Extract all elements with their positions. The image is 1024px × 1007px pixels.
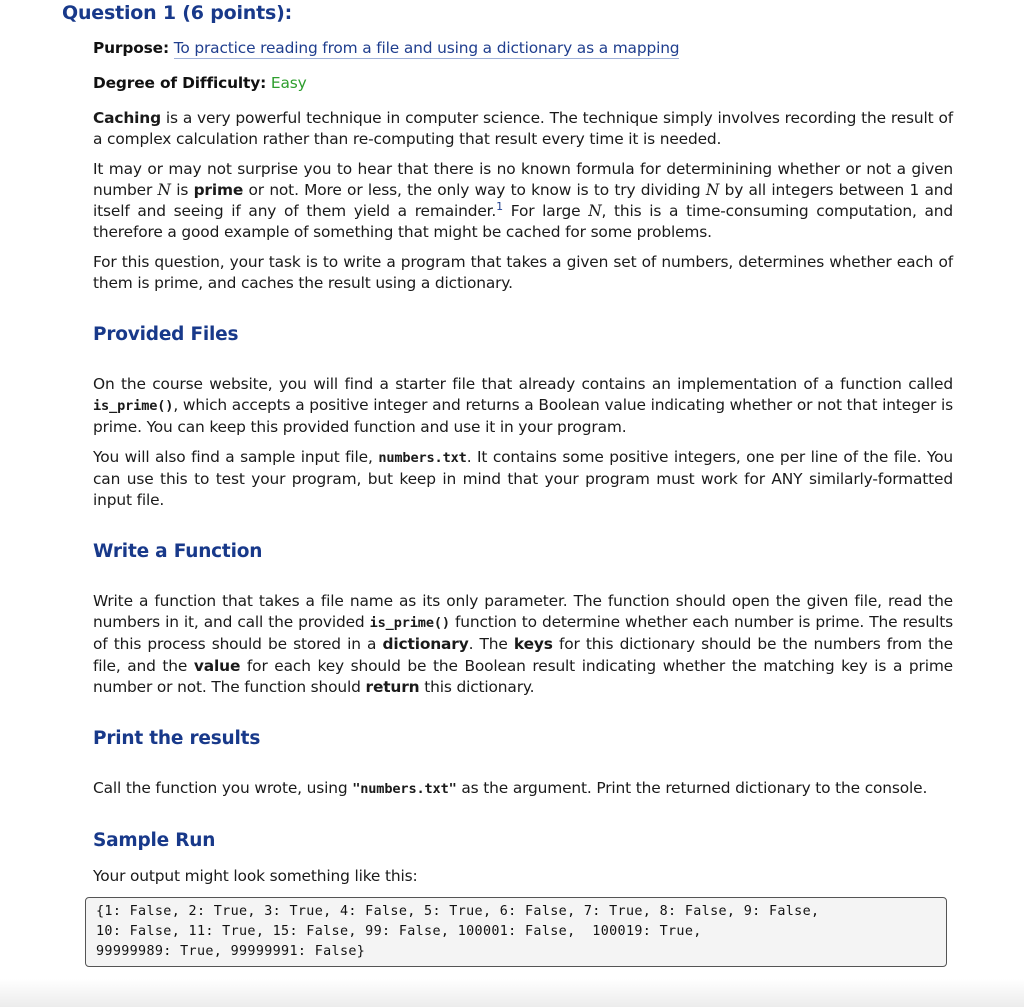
prime-text-3: or not. More or less, the only way to know is to try dividing <box>243 180 706 199</box>
print-text-1: Call the function you wrote, using <box>93 778 353 797</box>
math-n: N <box>588 202 602 221</box>
intro-paragraph-task: For this question, your task is to write a program that takes a given set of numbers, determines whether each of them is prime, and caches the result using a dictionary. <box>93 252 953 293</box>
section-heading-print-results: Print the results <box>93 728 261 750</box>
input-file-text-2: . It contains some positive integers, one per line of the file. You can use this to test your program, but keep in mind that your program must work for ANY similarly-formatted input file. <box>93 447 954 510</box>
starter-text-1: On the course website, you will find a starter file that already contains an implementation of a function called <box>93 374 953 393</box>
value-term: value <box>193 656 241 675</box>
intro-paragraph-caching <box>93 108 953 151</box>
write-text-2: function to determine whether each number is prime. The results of this process should be stored in a <box>93 613 954 654</box>
intro-paragraph-prime <box>93 159 953 244</box>
sample-run-intro: Your output might look something like this: <box>93 867 418 886</box>
question-content <box>93 38 953 967</box>
math-n: N <box>705 180 720 199</box>
prime-text-6: , this is a time-consuming computation, and therefore a good example of something that might be cached for some problems. <box>93 202 953 242</box>
purpose-label: Purpose: <box>93 39 169 57</box>
return-term: return <box>365 677 420 696</box>
code-numbers-arg: "numbers.txt" <box>352 780 457 797</box>
math-n: N <box>157 180 171 199</box>
dictionary-term: dictionary <box>382 635 469 654</box>
write-text-3: . The <box>468 635 514 654</box>
code-numbers-txt: numbers.txt <box>378 449 467 466</box>
write-text-1: Write a function that takes a file name as its only parameter. The function should open the given file, read the numbers in it, and call the provided <box>93 591 953 632</box>
purpose-value: To practice reading from a file and using a dictionary as a mapping <box>173 39 680 57</box>
section-heading-write-function: Write a Function <box>93 541 263 563</box>
footnote-link[interactable]: 1 <box>496 200 504 214</box>
section-heading-provided-files: Provided Files <box>93 324 239 346</box>
section-heading-sample-run: Sample Run <box>93 829 216 851</box>
caching-term: Caching <box>93 109 161 127</box>
code-is-prime: is_prime() <box>93 397 174 414</box>
purpose-line <box>93 38 953 61</box>
prime-text-2: is <box>170 180 194 199</box>
question-title: Question 1 (6 points): <box>62 2 292 24</box>
difficulty-line <box>93 73 953 96</box>
page-bottom-fade <box>0 979 1024 1007</box>
input-file-text-1: You will also find a sample input file, <box>93 447 379 466</box>
caching-description: is a very powerful technique in computer science. The technique simply involves recording the result of a complex calculation rather than re-computing that result every time it is needed. <box>93 109 953 149</box>
write-text-6: this dictionary. <box>419 677 535 696</box>
prime-text-5: For large <box>503 202 589 221</box>
prime-text-4: by all integers between 1 and itself and seeing if any of them yield a remainder. <box>93 180 954 221</box>
print-text-2: as the argument. Print the returned dictionary to the console. <box>456 778 928 797</box>
write-text-4: for this dictionary should be the numbers from the file, and the <box>93 635 953 675</box>
provided-paragraph-starter <box>93 374 953 439</box>
prime-text-1: It may or may not surprise you to hear that there is no known formula for determinining whether or not a given number <box>93 159 953 199</box>
prime-term: prime <box>193 180 244 199</box>
difficulty-value: Easy <box>270 74 307 92</box>
sample-output-box: {1: False, 2: True, 3: True, 4: False, 5: True, 6: False, 7: True, 8: False, 9: False, 10: False, 11: True, 15: False, 99: False, 100001: False, 100019: True, 99999989: True, 99999991: False} <box>85 897 947 967</box>
starter-text-2: , which accepts a positive integer and returns a Boolean value indicating whether or not that integer is prime. You can keep this provided function and use it in your program. <box>93 395 953 437</box>
write-text-5: for each key should be the Boolean result indicating whether the matching key is a prime number or not. The function should <box>93 656 953 696</box>
keys-term: keys <box>513 635 553 654</box>
code-is-prime: is_prime() <box>369 615 450 632</box>
write-function-paragraph <box>93 591 953 698</box>
difficulty-label: Degree of Difficulty: <box>93 74 267 92</box>
print-results-paragraph <box>93 778 953 800</box>
provided-paragraph-input-file <box>93 447 953 512</box>
